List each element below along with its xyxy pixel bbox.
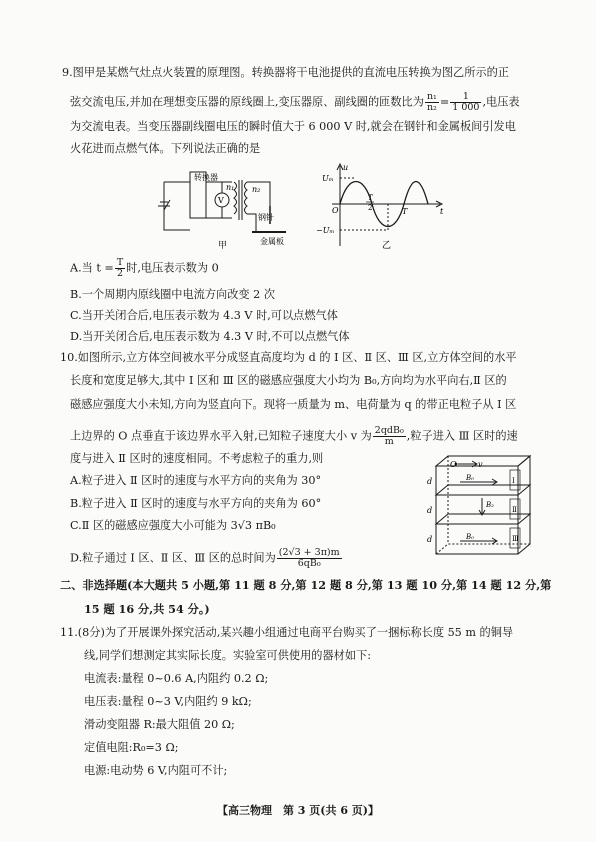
- figure-yi-waveform: [312, 160, 452, 252]
- converter-label: 转换器: [194, 173, 218, 182]
- cube-origin-label: O: [450, 460, 457, 469]
- cube-b2-label: B₂: [486, 501, 494, 509]
- u-axis-label: u: [343, 163, 349, 172]
- cube-d1-label: d: [427, 477, 433, 486]
- q9-line-1: 9.图甲是某燃气灶点火装置的原理图。转换器将干电池提供的直流电压转换为图乙所示的正: [62, 66, 509, 79]
- q10-line-5: 度与进入 Ⅱ 区时的速度相同。不考虑粒子的重力,则: [70, 452, 324, 465]
- q10-velocity-fraction: $\frac{\text{2qdB₀}}{m}$: [374, 425, 404, 447]
- q10-option-c: C.Ⅱ 区的磁感应强度大小可能为 3√3 πB₀: [70, 519, 276, 532]
- section-2-line-1: 二、非选择题(本大题共 5 小题,第 11 题 8 分,第 12 题 8 分,第 13 题 10 分,第 14 题 12 分,第: [60, 578, 552, 592]
- q10-option-b: B.粒子进入 Ⅱ 区时的速度与水平方向的夹角为 60°: [70, 497, 322, 510]
- q11-rheostat: 滑动变阻器 R:最大阻值 20 Ω;: [84, 718, 235, 731]
- q10-line-3: 磁感应强度大小未知,方向为竖直向下。现将一质量为 m、电荷量为 q 的带正电粒子从 Ⅰ 区: [70, 398, 517, 411]
- t-mark-label: T: [402, 207, 408, 216]
- cube-region-1-label: Ⅰ: [512, 477, 515, 485]
- q9-line-2: 弦交流电压,并加在理想变压器的原线圈上,变压器原、副线圈的匝数比为 $\frac{\text{n₁}}{\text{n₂}}$ = $\frac{1}{1 000}$ ,电压表: [70, 91, 520, 113]
- cube-b0-top-label: B₀: [466, 474, 474, 482]
- q9-option-b: B.一个周期内原线圈中电流方向改变 2 次: [70, 288, 276, 301]
- figure-jia-circuit: [150, 160, 300, 252]
- q9-option-c: C.当开关闭合后,电压表示数为 4.3 V 时,可以点燃气体: [70, 309, 338, 322]
- cube-d2-label: d: [427, 506, 433, 515]
- n2-label: n₂: [252, 185, 261, 194]
- cube-region-3-label: Ⅲ: [512, 535, 519, 543]
- figure-yi-caption: 乙: [382, 241, 392, 251]
- q10-option-d-fraction: $\frac{(2√3 + 3\pi)m}{\text{6qB₀}}$: [278, 547, 340, 569]
- plate-label: 金属板: [260, 237, 284, 246]
- turns-ratio-lhs: $\frac{\text{n₁}}{\text{n₂}}$: [426, 91, 437, 113]
- um-label: Uₘ: [322, 174, 334, 183]
- q10-line-1: 10.如图所示,立方体空间被水平分成竖直高度均为 d 的 Ⅰ 区、Ⅱ 区、Ⅲ 区,立方体空间的水平: [60, 351, 517, 364]
- figure-jia-caption: 甲: [218, 241, 228, 251]
- q9-line-4: 火花进而点燃气体。下列说法正确的是: [70, 142, 261, 155]
- t-axis-label: t: [440, 207, 444, 216]
- cube-d3-label: d: [427, 535, 433, 544]
- needle-label: 钢针: [258, 213, 274, 222]
- q11-ammeter: 电流表:量程 0~0.6 A,内阻约 0.2 Ω;: [84, 672, 269, 685]
- section-2-line-2: 15 题 16 分,共 54 分。): [84, 602, 210, 616]
- cube-b0-bottom-label: B₀: [466, 533, 474, 541]
- page-footer: 【高三物理 第 3 页(共 6 页)】: [216, 804, 380, 817]
- q10-line-4: 上边界的 O 点垂直于该边界水平入射,已知粒子速度大小 v 为 $\frac{\text{2qdB₀}}{m}$ ,粒子进入 Ⅲ 区时的速: [70, 425, 518, 447]
- q11-resistor: 定值电阻:R₀=3 Ω;: [84, 741, 179, 754]
- q10-option-d: D.粒子通过 Ⅰ 区、Ⅱ 区、Ⅲ 区的总时间为 $\frac{(2√3 + 3\pi)m}{\text{6qB₀}}$: [70, 547, 340, 569]
- origin-label: O: [332, 206, 339, 215]
- half-t-denominator: 2: [368, 204, 373, 212]
- q9-option-a-fraction: $\frac{T}{2}$: [116, 257, 124, 279]
- cube-region-2-label: Ⅱ: [512, 506, 517, 514]
- n1-label: n₁: [226, 183, 235, 192]
- turns-ratio-rhs: $\frac{1}{1 000}$: [452, 91, 480, 113]
- q11-line-1: 11.(8分)为了开展课外探究活动,某兴趣小组通过电商平台购买了一捆标称长度 55 m 的铜导: [60, 626, 514, 639]
- q9-option-d: D.当开关闭合后,电压表示数为 4.3 V 时,不可以点燃气体: [70, 330, 350, 343]
- q11-source: 电源:电动势 6 V,内阻可不计;: [84, 764, 228, 777]
- q11-line-2: 线,同学们想测定其实际长度。实验室可供使用的器材如下:: [84, 649, 372, 662]
- cube-velocity-label: v: [478, 460, 483, 469]
- q9-line-2b: ,电压表: [482, 95, 520, 109]
- q9-line-2a: 弦交流电压,并加在理想变压器的原线圈上,变压器原、副线圈的匝数比为: [70, 95, 424, 109]
- half-t-numerator: T: [368, 194, 373, 202]
- q9-option-a: A.当 t = $\frac{T}{2}$ 时,电压表示数为 0: [70, 257, 219, 279]
- q10-option-a: A.粒子进入 Ⅱ 区时的速度与水平方向的夹角为 30°: [70, 474, 322, 487]
- voltmeter-icon: V: [218, 196, 224, 205]
- figure-cube-regions: [426, 452, 538, 562]
- neg-um-label: −Uₘ: [316, 226, 335, 235]
- q9-line-3: 为交流电表。当变压器副线圈电压的瞬时值大于 6 000 V 时,就会在钢针和金属板间引发电: [70, 120, 516, 133]
- q11-voltmeter: 电压表:量程 0~3 V,内阻约 9 kΩ;: [84, 695, 252, 708]
- q10-line-2: 长度和宽度足够大,其中 Ⅰ 区和 Ⅲ 区的磁感应强度大小均为 B₀,方向均为水平向右,Ⅱ 区的: [70, 374, 507, 387]
